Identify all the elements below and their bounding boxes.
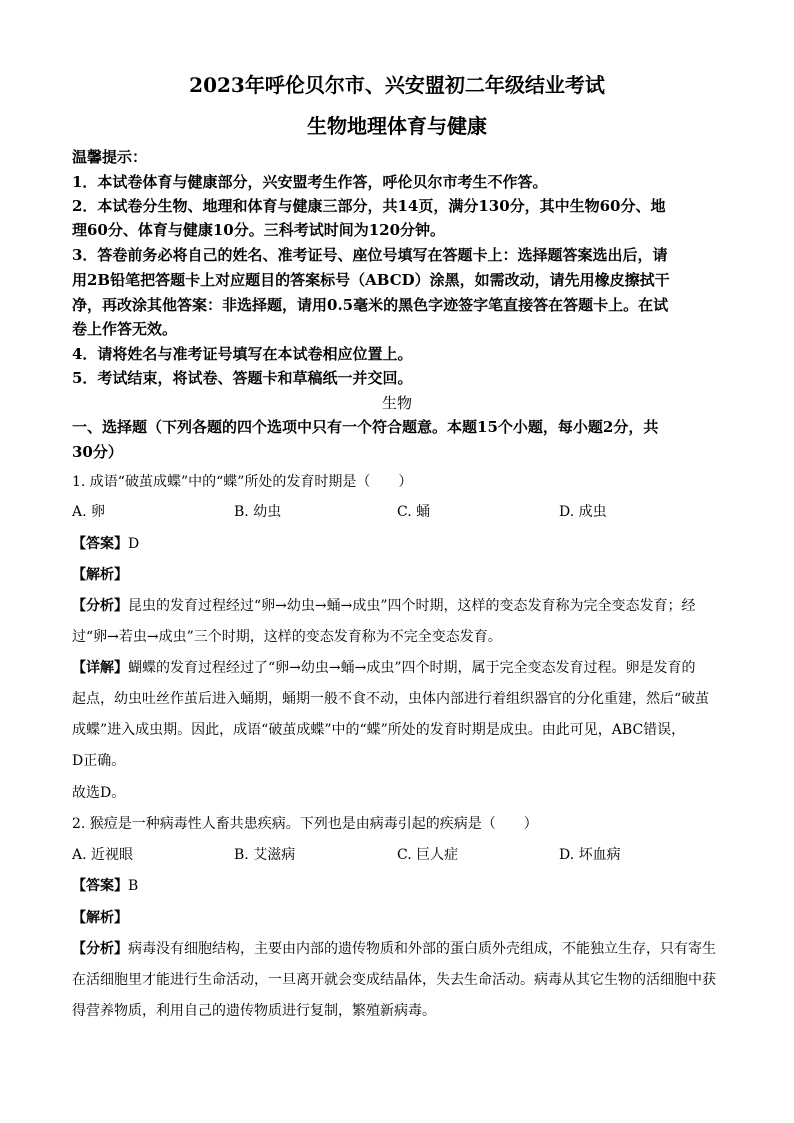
- notice-line: 5．考试结束，将试卷、答题卡和草稿纸一并交回。: [72, 369, 413, 387]
- answer-value: B: [128, 878, 139, 894]
- section-title: 生物: [381, 394, 412, 412]
- q2-fenxi-line: [72, 942, 716, 956]
- exam-title: 2023年呼伦贝尔市、兴安盟初二年级结业考试: [189, 73, 605, 97]
- fenxi-tag: 【分析】: [72, 941, 128, 957]
- notice-line: 卷上作答无效。: [72, 320, 178, 338]
- fenxi-text: 病毒没有细胞结构，主要由内部的遗传物质和外部的蛋白质外壳组成，不能独立生存，只有寄生: [128, 941, 716, 957]
- exam-subtitle: 生物地理体育与健康: [307, 114, 487, 138]
- notice-heading: 温馨提示：: [72, 148, 148, 166]
- answer-tag: 【答案】: [72, 878, 128, 894]
- q1-option-a: A. 卵: [72, 504, 106, 520]
- notice-line: 4．请将姓名与准考证号填写在本试卷相应位置上。: [72, 345, 413, 363]
- question-1-stem: 1. 成语“破茧成蝶”中的“蝶”所处的发育时期是（ ）: [72, 474, 413, 490]
- q1-answer: [72, 537, 139, 551]
- q1-fenxi-line: 过“卵→若虫→成虫”三个时期，这样的变态发育称为不完全变态发育。: [72, 629, 502, 645]
- notice-line: 用2B铅笔把答题卡上对应题目的答案标号（ABCD）涂黑，如需改动，请先用橡皮擦拭干: [72, 271, 670, 289]
- q1-fenxi-line: [72, 599, 696, 613]
- xiangjie-text: 蝴蝶的发育过程经过了“卵→幼虫→蛹→成虫”四个时期，属于完全变态发育过程。卵是发育的: [128, 660, 696, 676]
- q1-analysis-tag: 【解析】: [72, 567, 128, 583]
- q1-option-b: B. 幼虫: [234, 504, 282, 520]
- q1-conclusion: 故选D。: [72, 785, 126, 801]
- notice-line: 2．本试卷分生物、地理和体育与健康三部分，共14页，满分130分，其中生物60分、地: [72, 197, 666, 215]
- q1-option-c: C. 蛹: [397, 504, 431, 520]
- q2-fenxi-line: 在活细胞里才能进行生命活动，一旦离开就会变成结晶体，失去生命活动。病毒从其它生物的活细胞中获: [72, 972, 716, 988]
- q1-xiangjie-line: 起点，幼虫吐丝作茧后进入蛹期，蛹期一般不食不动，虫体内部进行着组织器官的分化重建，然后“破茧: [72, 691, 710, 707]
- q2-option-a: A. 近视眼: [72, 847, 134, 863]
- part-heading-cont: 30分）: [72, 443, 123, 461]
- q2-option-b: B. 艾滋病: [234, 847, 296, 863]
- notice-line: 1．本试卷体育与健康部分，兴安盟考生作答，呼伦贝尔市考生不作答。: [72, 173, 548, 191]
- q1-xiangjie-line: 成蝶”进入成虫期。因此，成语“破茧成蝶”中的“蝶”所处的发育时期是成虫。由此可见，ABC错误，: [72, 722, 686, 738]
- q1-option-d: D. 成虫: [559, 504, 607, 520]
- q2-option-d: D. 坏血病: [559, 847, 621, 863]
- q1-xiangjie-line: D正确。: [72, 753, 126, 769]
- notice-line: 3．答卷前务必将自己的姓名、准考证号、座位号填写在答题卡上：选择题答案选出后，请: [72, 246, 668, 264]
- q1-xiangjie-line: [72, 661, 696, 675]
- notice-line: 理60分、体育与健康10分。三科考试时间为120分钟。: [72, 221, 446, 239]
- q2-option-c: C. 巨人症: [397, 847, 459, 863]
- question-2-stem: 2. 猴痘是一种病毒性人畜共患疾病。下列也是由病毒引起的疾病是（ ）: [72, 816, 538, 832]
- q2-fenxi-line: 得营养物质，利用自己的遗传物质进行复制，繁殖新病毒。: [72, 1003, 436, 1019]
- notice-line: 净，再改涂其他答案：非选择题，请用0.5毫米的黑色字迹签字笔直接答在答题卡上。在试: [72, 296, 669, 314]
- xiangjie-tag: 【详解】: [72, 660, 128, 676]
- fenxi-text: 昆虫的发育过程经过“卵→幼虫→蛹→成虫”四个时期，这样的变态发育称为完全变态发育；经: [128, 598, 696, 614]
- q2-analysis-tag: 【解析】: [72, 910, 128, 926]
- fenxi-tag: 【分析】: [72, 598, 128, 614]
- q2-answer: [72, 879, 138, 893]
- answer-tag: 【答案】: [72, 536, 128, 552]
- answer-value: D: [128, 536, 140, 552]
- part-heading: 一、选择题（下列各题的四个选项中只有一个符合题意。本题15个小题，每小题2分，共: [72, 418, 659, 436]
